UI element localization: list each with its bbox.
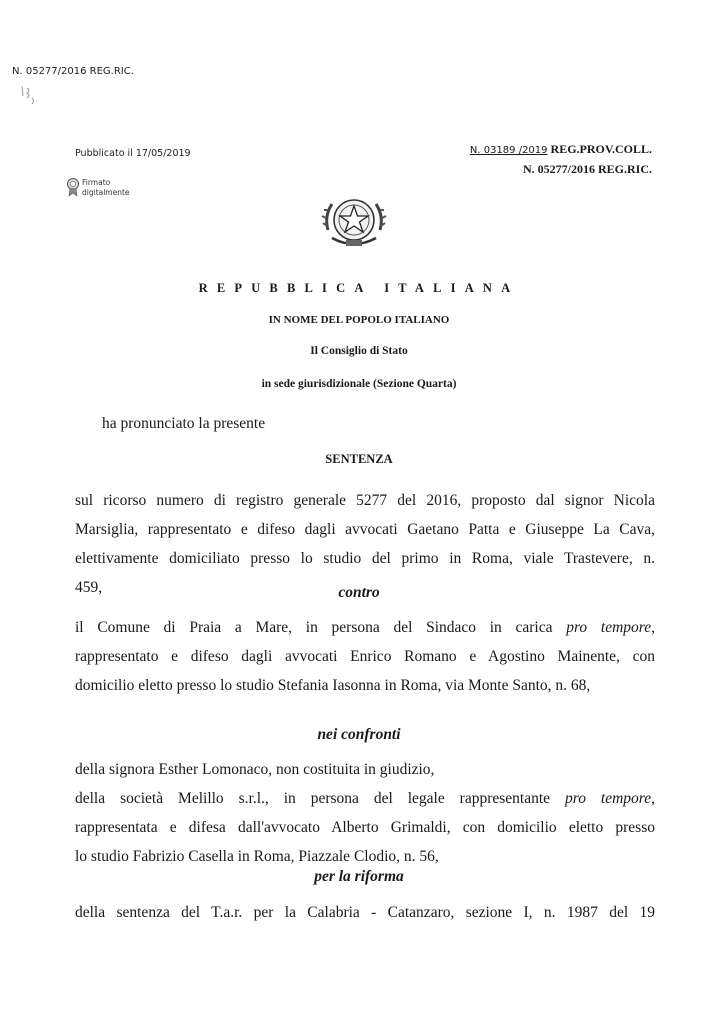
paragraph-riforma bbox=[75, 898, 655, 927]
text-line: 459, bbox=[75, 579, 103, 596]
republic-emblem-icon bbox=[318, 186, 390, 258]
in-nome-heading: IN NOME DEL POPOLO ITALIANO bbox=[268, 314, 450, 326]
handwritten-mark bbox=[20, 84, 40, 110]
sentenza-heading: SENTENZA bbox=[325, 452, 393, 466]
top-registry-number: N. 05277/2016 REG.RIC. bbox=[12, 66, 134, 77]
pronunciato-line: ha pronunciato la presente bbox=[102, 415, 266, 432]
text-line: elettivamente domiciliato presso lo studio del primo in Roma, viale Trastevere, n. bbox=[75, 550, 655, 567]
paragraph-nei-confronti bbox=[75, 755, 655, 871]
text-line: della sentenza del T.a.r. per la Calabria - Catanzaro, sezione I, n. 1987 del 19 bbox=[75, 904, 655, 921]
text-line: domicilio eletto presso lo studio Stefania Iasonna in Roma, via Monte Santo, n. 68, bbox=[75, 677, 591, 694]
paragraph-contro bbox=[75, 613, 655, 700]
consiglio-heading: Il Consiglio di Stato bbox=[310, 345, 408, 357]
italic-fragment: pro tempore bbox=[565, 790, 652, 807]
text-line: lo studio Fabrizio Casella in Roma, Piazzale Clodio, n. 56, bbox=[75, 848, 439, 865]
text-line: rappresentato e difeso dagli avvocati Enrico Romano e Agostino Mainente, con bbox=[75, 648, 655, 665]
reg-ric-number: N. 05277/2016 REG.RIC. bbox=[522, 162, 652, 176]
sede-heading: in sede giurisdizionale (Sezione Quarta) bbox=[261, 378, 457, 390]
seal-icon bbox=[66, 178, 80, 198]
per-la-riforma-heading: per la riforma bbox=[314, 868, 404, 885]
text-fragment: , bbox=[651, 790, 655, 807]
text-line bbox=[75, 613, 655, 642]
registry-block bbox=[462, 140, 652, 179]
nei-confronti-heading: nei confronti bbox=[317, 726, 401, 743]
text-fragment: della società Melillo s.r.l., in persona del legale rappresentante bbox=[75, 790, 551, 807]
text-line: Marsiglia, rappresentato e difeso dagli avvocati Gaetano Patta e Giuseppe La Cava, bbox=[75, 521, 655, 538]
text-fragment: il Comune di Praia a Mare, in persona del Sindaco in carica bbox=[75, 619, 553, 636]
italic-fragment: pro tempore bbox=[566, 619, 652, 636]
text-line: rappresentata e difesa dall'avvocato Alberto Grimaldi, con domicilio eletto presso bbox=[75, 819, 655, 836]
text-line bbox=[75, 784, 655, 813]
signed-label-1: Firmato bbox=[82, 178, 111, 187]
republic-title: REPUBBLICA ITALIANA bbox=[198, 281, 520, 295]
contro-heading: contro bbox=[338, 584, 380, 601]
signed-label-2: digitalmente bbox=[82, 188, 130, 197]
text-line: della signora Esther Lomonaco, non costituita in giudizio, bbox=[75, 761, 435, 778]
text-line: sul ricorso numero di registro generale 5277 del 2016, proposto dal signor Nicola bbox=[75, 492, 655, 509]
publication-date: Pubblicato il 17/05/2019 bbox=[75, 148, 191, 159]
text-fragment: , bbox=[651, 619, 655, 636]
reg-prov-label: REG.PROV.COLL. bbox=[550, 142, 652, 156]
reg-prov-number: N. 03189 /2019 bbox=[469, 145, 548, 156]
